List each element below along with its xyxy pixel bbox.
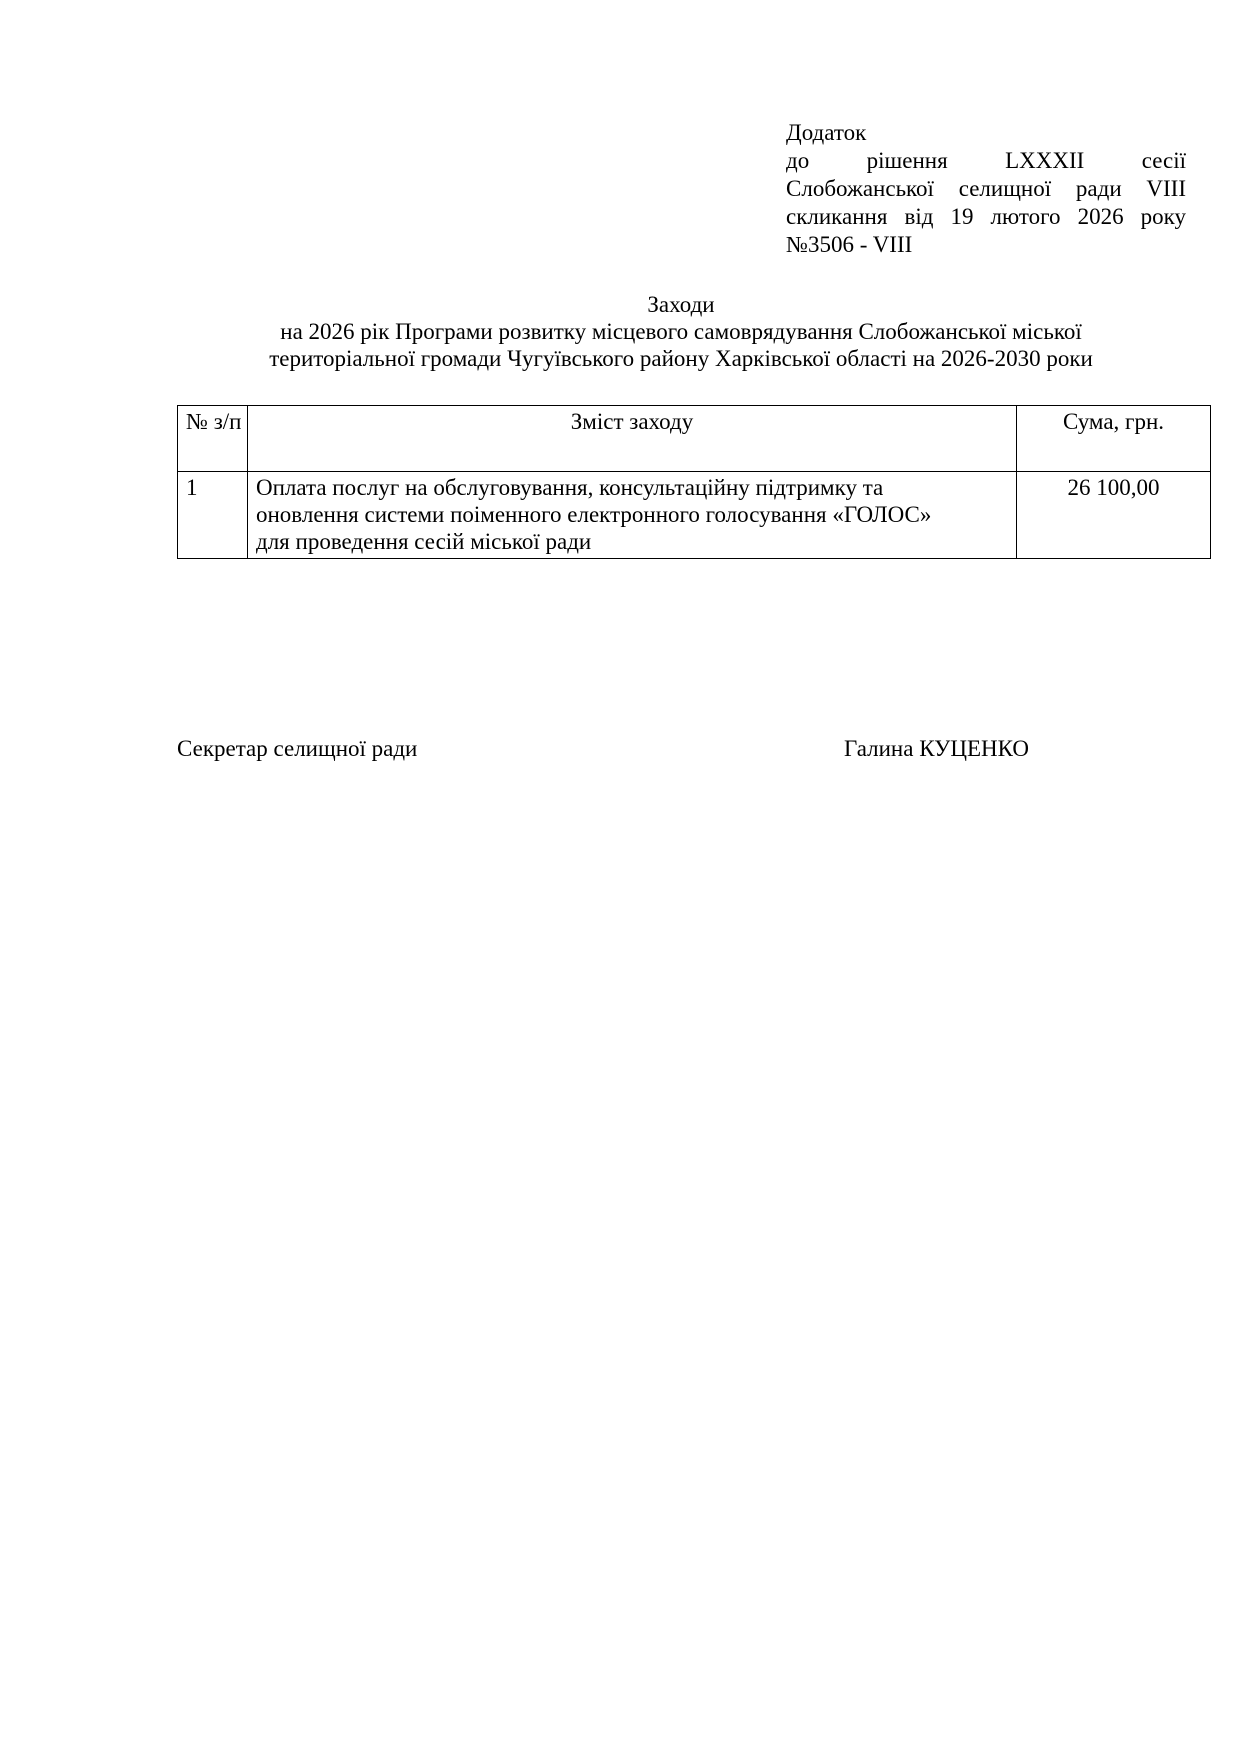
table-row <box>178 472 1211 559</box>
header-content: Зміст заходу <box>248 406 1017 472</box>
measures-table <box>177 405 1211 559</box>
appendix-line: до рішення LXXXII сесії <box>786 148 1186 173</box>
row-num: 1 <box>178 472 248 559</box>
row-content <box>248 472 1017 559</box>
appendix-block <box>786 119 1186 259</box>
table-header-row <box>178 406 1211 472</box>
document-heading <box>176 291 1186 372</box>
heading-line: на 2026 рік Програми розвитку місцевого самоврядування Слобожанської міської <box>280 319 1082 344</box>
appendix-line: скликання від 19 лютого 2026 року <box>786 204 1186 229</box>
row-content-line: оновлення системи поіменного електронного голосування «ГОЛОС» <box>256 502 932 527</box>
row-sum: 26 100,00 <box>1017 472 1211 559</box>
heading-title: Заходи <box>647 292 715 317</box>
signature-title: Секретар селищної ради <box>177 736 418 761</box>
heading-line: територіальної громади Чугуївського району Харківської області на 2026-2030 роки <box>269 346 1093 371</box>
row-content-line: для проведення сесій міської ради <box>256 529 592 554</box>
header-num: № з/п <box>178 406 248 472</box>
row-content-line: Оплата послуг на обслуговування, консультаційну підтримку та <box>256 475 884 500</box>
appendix-title: Додаток <box>786 120 867 145</box>
header-sum: Сума, грн. <box>1017 406 1211 472</box>
decision-number: №3506 - VIII <box>786 232 913 257</box>
appendix-line: Слобожанської селищної ради VIII <box>786 176 1186 201</box>
signature-name: Галина КУЦЕНКО <box>844 736 1029 761</box>
